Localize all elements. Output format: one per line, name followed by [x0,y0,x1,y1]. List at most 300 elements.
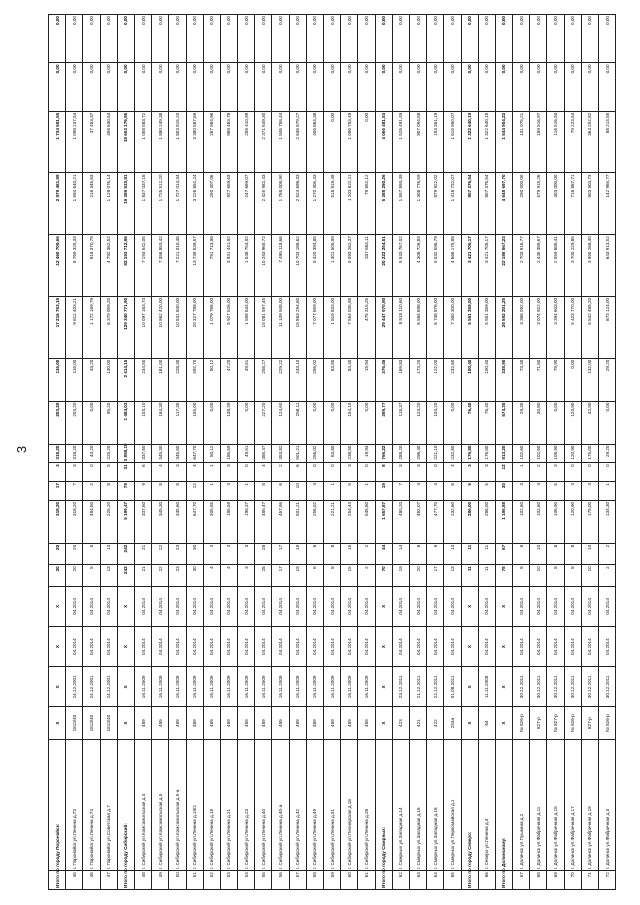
table-cell: 489 [289,707,306,739]
table-cell: 66 [478,871,495,890]
table-cell: 6 584 698,00 [409,296,426,358]
table-cell: 1 048 754,92 [238,235,255,297]
table-cell: 79,90 [547,358,564,401]
table-cell: 65 [444,871,461,890]
table-cell: г. Сибирский ул.Комсомольская д.5 [152,739,169,871]
table-row [581,15,598,890]
table-cell: 0,00 [581,15,598,63]
table-cell: 258,27 [255,358,272,401]
table-cell: 164,30 [152,401,169,444]
table-cell: 17 [49,482,66,501]
table-cell: 0,00 [152,15,169,63]
table-cell: 0,00 [513,63,530,111]
table-cell: 46 [83,871,100,890]
table-cell: 48 [134,871,151,890]
table-cell: 0,00 [375,15,392,63]
table-cell: г. Долинск ул.Фабричная д.3 [599,739,616,871]
table-cell: 1 544 904,22 [495,111,512,173]
table-row [392,15,409,890]
table-cell: 10 703 188,62 [289,235,306,297]
table-cell: 30.12.2011 [513,667,530,707]
table-cell: 131 075,21 [513,111,530,173]
table-cell: 225,20 [100,500,117,543]
table-cell: 485,47 [255,444,272,463]
table-cell: Х [117,627,134,667]
table-cell: 305,55 [203,500,220,543]
table-cell: 0,00 [186,15,203,63]
table-cell: 7 [66,482,83,501]
table-row [306,15,323,890]
table-cell: 15 863 294,60 [289,296,306,358]
table-cell: 120,90 [564,500,581,543]
table-cell: 57 [289,871,306,890]
table-cell: 56 [272,871,289,890]
table-cell: 3 [49,463,66,482]
table-cell: 185,59 [220,500,237,543]
table-cell: 12 [186,482,203,501]
table-cell: 0,00 [495,63,512,111]
table-cell: 6 [272,482,289,501]
table-cell: 5 [478,482,495,501]
table-cell: 0,00 [530,15,547,63]
table-cell: 5 542 485,20 [581,296,598,358]
table-cell: 1 301 505,99 [324,235,341,297]
table-cell: 0,00 [341,63,358,111]
table-cell: 04.2014 [547,586,564,626]
table-cell: 04.2014 [186,586,203,626]
table-cell: 102,60 [513,444,530,463]
table-cell: 4 [220,565,237,586]
table-cell: 04.2014 [255,586,272,626]
table-cell: 175,00 [581,444,598,463]
table-cell: 318,20 [66,444,83,463]
table-cell: 1 880 249,38 [152,111,169,173]
table-cell: 0,00 [289,15,306,63]
table-cell: 3 [220,463,237,482]
table-cell: 6 748 876,00 [427,296,444,358]
table-cell: 203,20 [66,401,83,444]
table-cell: 116,00 [49,358,66,401]
table-cell: 1 195,88 [495,500,512,543]
table-cell: 47 [100,871,117,890]
table-cell: 1 203 822,11 [341,173,358,235]
table-cell: 102,60 [530,444,547,463]
table-cell: г. Сибирский ул.Комсомольская д.4 [134,739,151,871]
table-cell: 30 [495,482,512,501]
table-cell: 0,00 [358,401,375,444]
rotated-table-sheet [48,14,616,890]
table-cell: 52 [203,871,220,890]
table-cell: 4 [564,482,581,501]
table-cell: 5 032 596,79 [427,235,444,297]
table-row [599,15,616,890]
table-cell: 23 [169,565,186,586]
table-cell: 232,60 [444,358,461,401]
table-cell: 19 [392,565,409,586]
table-cell: 9 [427,543,444,564]
table-cell: 11 [478,565,495,586]
table-cell: г. Долинск ул.Фабричная д.11 [530,739,547,871]
table-cell: 221,10 [427,444,444,463]
table-cell: 421 [409,707,426,739]
table-cell: 63,80 [324,444,341,463]
table-cell: 22 188 567,23 [495,235,512,297]
table-cell: 225,20 [100,444,117,463]
table-cell: 0,00 [238,63,255,111]
table-cell: 3 [169,463,186,482]
table-cell: 117,30 [169,401,186,444]
table-cell: 406 864,38 [306,111,323,173]
table-cell: 49 [152,871,169,890]
table-cell: 489 [134,707,151,739]
table-cell: 1 558 634,00 [238,296,255,358]
table-cell: 5 [341,482,358,501]
table-cell: 501,21 [289,500,306,543]
table-row [272,15,289,890]
table-cell: 234,50 [134,358,151,401]
table-cell: 16.11.2009 [272,667,289,707]
table-cell: 0,00 [324,111,341,173]
table-cell: 4 [220,543,237,564]
table-cell: 76,40 [461,401,478,444]
table-cell: 30.12.2011 [530,667,547,707]
table-cell: 04.2014 [134,586,151,626]
table-cell: 0,00 [134,15,151,63]
table-cell: 103,10 [134,401,151,444]
table-cell: 21 [134,543,151,564]
table-cell: 30,80 [530,401,547,444]
table-cell: 288,20 [392,444,409,463]
table-cell: 0,00 [358,63,375,111]
table-cell: г. Долинск ул.Пушкина д.2 [513,739,530,871]
table-cell: 181,00 [152,358,169,401]
table-cell: г. Смирных ул.Западная д.16 [409,739,426,871]
table-cell: 23 [169,543,186,564]
table-cell: Х [375,627,392,667]
table-cell: 3 [66,463,83,482]
table-cell: 04.2014 [513,586,530,626]
table-cell: 54 [238,871,255,890]
table-cell: 0,00 [409,63,426,111]
table-cell: 485,47 [255,500,272,543]
table-cell: Итого по городу Поронайск: [49,871,66,890]
table-cell: 5 423 770,00 [564,296,581,358]
table-cell: 04.2014 [289,586,306,626]
table-cell: 63 [409,871,426,890]
table-cell: 04.2014 [289,627,306,667]
table-cell: 423 [392,707,409,739]
table-cell: 3 368 092,00 [513,296,530,358]
table-cell: г. Сибирский ул.Ленина д.19 [203,739,220,871]
table-cell: 30 [186,543,203,564]
table-row [100,15,117,890]
table-cell: 0 [83,463,100,482]
table-cell: 16.11.2009 [306,667,323,707]
table-cell: 353,82 [272,444,289,463]
table-cell: 28 [255,543,272,564]
table-cell: 5 533 767,02 [392,235,409,297]
table-cell: 1 322 640,19 [478,111,495,173]
table-cell: 138,39 [220,401,237,444]
table-cell: 19 [375,482,392,501]
table-cell: 100,40 [478,358,495,401]
table-cell: 116 516,93 [547,111,564,173]
table-cell: 0,00 [409,15,426,63]
table-cell: 50 [169,871,186,890]
table-cell: г. Сибирский ул.Ленина д.28 [358,739,375,871]
table-cell: 106,90 [547,444,564,463]
table-cell: 18 653 176,95 [117,111,134,173]
table-cell: 102,60 [530,500,547,543]
table-cell: 290 000,00 [513,173,530,235]
table-cell: 338,90 [495,358,512,401]
table-cell: 4 [220,482,237,501]
table-cell: 318,20 [49,444,66,463]
table-cell: 2 636 879,27 [289,111,306,173]
table-cell: № 827-р [547,707,564,739]
table-cell: 0,00 [255,63,272,111]
table-cell: г. Сибирский ул.Ленина д.40-а [272,739,289,871]
table-cell: 7 077 659,00 [306,296,323,358]
table-cell: 04.2014 [530,627,547,667]
table-cell: 04.2014 [272,586,289,626]
table-cell: Х [461,667,478,707]
table-cell: 0 [358,463,375,482]
table-cell: 1 098 237,54 [66,111,83,173]
table-cell: 30.12.2011 [564,667,581,707]
table-cell: 0,00 [169,15,186,63]
table-cell: 5 388 280,26 [375,173,392,235]
table-row [220,15,237,890]
table-total-row [49,15,66,890]
table-cell: 242 [117,565,134,586]
table-cell: 04.2014 [66,586,83,626]
table-cell: 04.2014 [392,627,409,667]
table-cell: 0,00 [564,63,581,111]
table-cell: 29,20 [599,358,616,401]
table-cell: 84,40 [341,358,358,401]
table-cell: 4 [427,482,444,501]
table-cell: 480,20 [392,500,409,543]
table-cell: Х [375,707,392,739]
table-cell: 4 [444,463,461,482]
table-cell: 13 [100,565,117,586]
table-cell: 232,60 [444,500,461,543]
table-cell: 8 [169,482,186,501]
table-cell: 64 [427,871,444,890]
table-cell: 345,30 [152,444,169,463]
table-cell: 0 [306,463,323,482]
table-cell: 1 079 766,00 [203,296,220,358]
table-cell: 14 [392,543,409,564]
table-cell: 04.2014 [324,586,341,626]
table-cell: Х [117,586,134,626]
table-cell: 04.2014 [341,586,358,626]
table-cell: 22 [152,565,169,586]
table-cell: 0 [238,463,255,482]
table-cell: 0,00 [324,401,341,444]
table-cell: 53 [220,871,237,890]
table-cell: 16.11.2009 [255,667,272,707]
table-cell: 5 [547,482,564,501]
table-cell: 3 226 652,24 [186,173,203,235]
table-cell: 1 [203,463,220,482]
table-cell: 0,00 [392,15,409,63]
table-cell: 9 612 403,21 [66,296,83,358]
table-cell: 0,00 [324,63,341,111]
table-cell: 1 096 753,49 [341,111,358,173]
table-row [409,15,426,890]
table-cell: Х [461,586,478,626]
table-cell: 3 [238,543,255,564]
table-cell: 0 [581,463,598,482]
table-cell: 643 913,52 [599,235,616,297]
table-cell: 0,00 [564,358,581,401]
table-cell: 04.2014 [530,586,547,626]
table-cell: 79 223,54 [564,111,581,173]
table-cell: 247 669,07 [238,173,255,235]
table-cell: 6 [306,565,323,586]
table-cell: 0,00 [66,15,83,63]
table-cell: 0,00 [358,15,375,63]
table-cell: 489 [203,707,220,739]
table-cell: 15 081 597,45 [255,296,272,358]
table-cell: г. Сибирский ул.Ленина д.40 [255,739,272,871]
table-cell: 169 516,97 [530,111,547,173]
table-cell: 337,60 [134,500,151,543]
table-cell: 221,21 [324,500,341,543]
table-cell: 15 [341,543,358,564]
table-cell: г. Сибирский ул.Ленина д.49 [306,739,323,871]
table-cell: 1 727 014,34 [169,173,186,235]
table-cell: г. Долинск ул.Фабричная д.17 [564,739,581,871]
table-cell: 29,30 [513,401,530,444]
table-cell: 0,00 [83,401,100,444]
table-cell: 04.2014 [66,627,83,667]
table-cell: 1 768 008,90 [272,173,289,235]
table-row [186,15,203,890]
table-cell: 0,00 [478,63,495,111]
table-cell: № 826-р [599,707,616,739]
table-cell: 2 414,15 [117,358,134,401]
table-cell: 104,20 [427,401,444,444]
table-cell: 489 [358,707,375,739]
table-cell: 286,00 [478,500,495,543]
table-cell: 2 [83,482,100,501]
table-cell: г. Смирных ул.Первомайская д.1 [444,739,461,871]
table-cell: 364 252,82 [581,111,598,173]
table-cell: 8 [513,543,530,564]
table-cell: 3 931 441,92 [220,235,237,297]
table-cell: 232,60 [444,444,461,463]
table-cell: 0,00 [220,63,237,111]
table-total-row [495,15,512,890]
table-cell: 903 903,73 [581,173,598,235]
table-cell: 0,00 [444,15,461,63]
table-cell: 0,00 [152,63,169,111]
table-cell: 79 652,12 [358,173,375,235]
table-cell: г. Поронайск ул.Ленина д.74 [83,739,100,871]
table-cell: 579 915,26 [530,173,547,235]
table-cell: 2 [272,463,289,482]
table-cell: 16.11.2009 [341,667,358,707]
table-cell: 0,00 [599,63,616,111]
table-cell: г. Поронайск ул.Ленина д.73 [66,739,83,871]
table-cell: 30.12.2011 [599,667,616,707]
table-cell: 7 495 118,66 [272,235,289,297]
table-cell: 19 [289,565,306,586]
table-cell: 1 526 491,49 [392,111,409,173]
table-cell: 04.2014 [100,586,117,626]
table-cell: 0 [564,463,581,482]
table-cell: 176,80 [461,444,478,463]
table-cell: 04.2014 [427,627,444,667]
table-cell: 04.2014 [358,627,375,667]
table-cell: 17 [272,543,289,564]
table-cell: 5 927 526,00 [220,296,237,358]
table-cell: 256,02 [306,444,323,463]
table-total-row [117,15,134,890]
table-cell: 3 898,18 [117,444,134,463]
table-row [341,15,358,890]
table-cell: 04.2014 [83,586,100,626]
table-cell: 345,30 [152,500,169,543]
table-cell: г. Смирных ул.Западная д.14 [392,739,409,871]
table-cell: 0,00 [530,63,547,111]
table-cell: 185,59 [220,444,237,463]
table-cell: 1813/40 [83,707,100,739]
table-cell: 76,40 [478,401,495,444]
table-cell: 647,70 [186,444,203,463]
table-cell: 918 370,78 [83,235,100,297]
table-cell: 17 [272,565,289,586]
table-row [255,15,272,890]
table-cell: 04.2014 [409,627,426,667]
table-cell: 5 093 262,37 [341,235,358,297]
table-cell: 43,20 [83,444,100,463]
table-cell: 462,07 [409,500,426,543]
table-row [238,15,255,890]
table-cell: 04.2014 [324,627,341,667]
table-cell: 2 [358,565,375,586]
table-cell: 21 [134,565,151,586]
table-cell: 04.2014 [152,586,169,626]
table-cell: 238,50 [341,444,358,463]
table-cell: 47,20 [220,358,237,401]
table-cell: 1 803 815,20 [169,111,186,173]
table-cell: 0,00 [83,15,100,63]
table-cell: 82 193 712,86 [117,235,134,297]
table-cell: 399,77 [375,401,392,444]
table-cell: 15 [341,565,358,586]
table-cell: 58 [306,871,323,890]
table-cell: 12 [495,463,512,482]
table-cell: 1 615 950,07 [444,111,461,173]
table-row [564,15,581,890]
table-cell: 1 172 169,79 [83,296,100,358]
table-cell: 6 379 059,20 [100,296,117,358]
table-cell: 0,00 [495,15,512,63]
table-cell: 62 [392,871,409,890]
table-cell: 0,00 [599,401,616,444]
table-cell: 11 [461,565,478,586]
table-cell: 4 [152,463,169,482]
table-cell: 122,00 [427,358,444,401]
table-cell: 1 308 776,59 [409,173,426,235]
table-cell: 827-р [581,707,598,739]
table-cell: Х [117,667,134,707]
table-cell: 16.11.2009 [186,667,203,707]
